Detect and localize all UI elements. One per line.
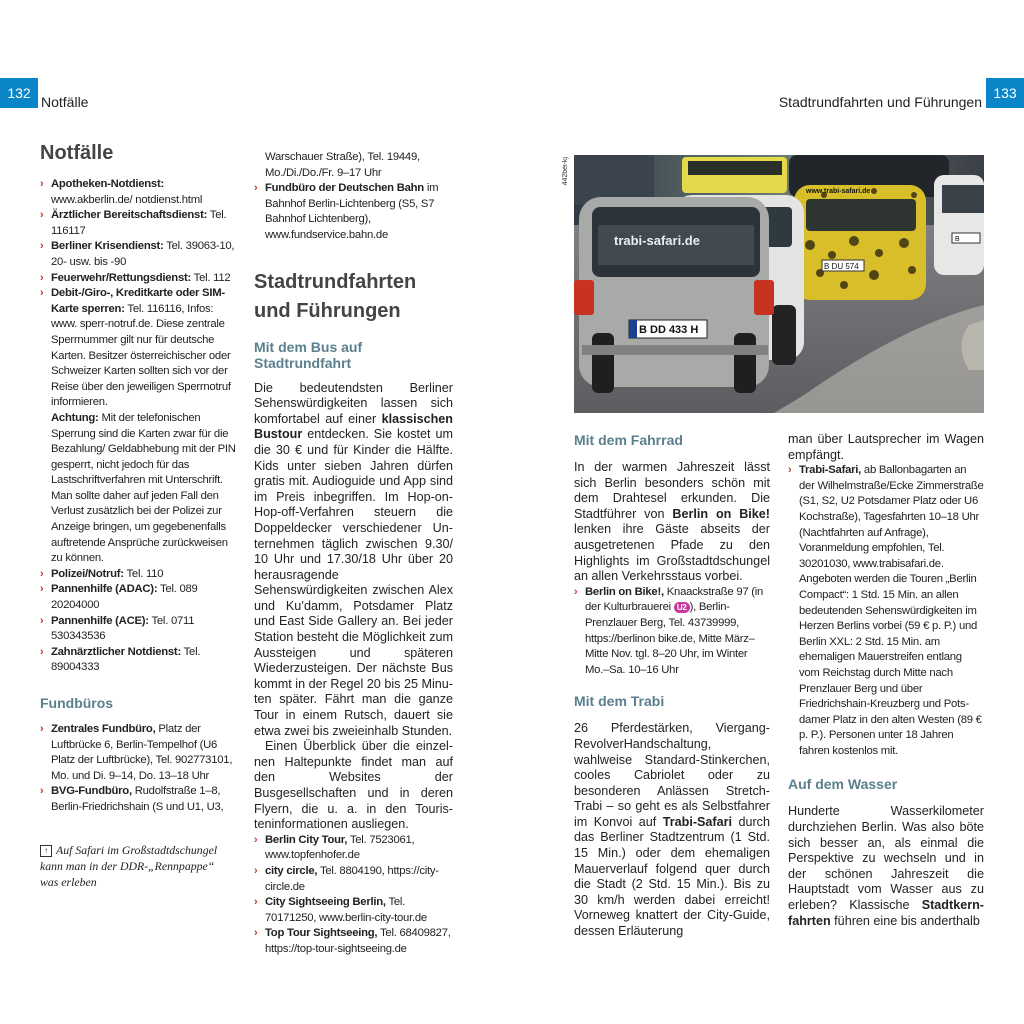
right-car-plate: B DU 574 — [824, 262, 859, 271]
bullet-arrow-icon: › — [254, 927, 258, 940]
right-page-number: 133 — [986, 78, 1024, 108]
list-item: › Debit-/Giro-, Kreditkarte oder SIM-Karte sperren: Tel. 116116, Infos: www. sperr-notruf.de. Diese zentrale Sperrnummer gilt nur für deutsche Karten. Besitzer österreichischer oder Schweizer Karten sollten sich vor der Reise über den jeweiligen Sperrnotruf informieren. — [40, 287, 231, 409]
fundbueros-list — [40, 722, 236, 816]
fahrrad-heading: Mit dem Fahrrad — [574, 432, 683, 448]
bullet-arrow-icon: › — [40, 785, 44, 798]
berlin-on-bike-item: › Berlin on Bike!, Knaackstraße 97 (in der Kulturbrauerei U2 ), Berlin-Prenzlauer Berg, Tel. 43739999, https://berlinon bike.de, Mitte März–Mitte Nov. tgl. 8–20 Uhr, im Winter Mo.–Sa. 10–16 Uhr — [574, 585, 764, 676]
list-item: › Berliner Krisendienst: Tel. 39063-10, 20- usw. bis -90 — [40, 240, 235, 268]
bullet-arrow-icon: › — [574, 585, 578, 598]
bus-heading: Mit dem Bus auf Stadtrundfahrt — [254, 338, 363, 371]
list-item: › city circle, Tel. 8804190, https://city-circle.de — [254, 864, 439, 893]
fundbueros-heading: Fundbüros — [40, 695, 114, 711]
list-item: › Pannenhilfe (ADAC): Tel. 089 20204000 — [40, 583, 198, 612]
bullet-arrow-icon: › — [254, 896, 258, 909]
right-car-sign: www.trabi-safari.de — [806, 188, 871, 195]
left-page-number: 132 — [0, 78, 38, 108]
right-running-title: Stadtrundfahrten und Führungen — [778, 94, 982, 110]
fahrrad-paragraph: In der warmen Jahreszeit lässt sich Berlin besonders schön mit dem Drahtesel erkunden. Die Stadtführer von Berlin on Bike! lenken ihre Gäste abseits der ausgetretenen Pfade zu den Highlights im Großstadtdschungel an allen Verkehrsstaus vorbei. — [574, 460, 771, 584]
list-item: › Feuerwehr/Rettungsdienst: Tel. 112 — [40, 271, 236, 287]
bullet-arrow-icon: › — [40, 645, 44, 658]
bullet-arrow-icon: › — [40, 723, 44, 735]
bullet-arrow-icon: › — [40, 209, 44, 222]
bullet-arrow-icon: › — [40, 178, 44, 190]
list-item: › Top Tour Sightseeing, Tel. 68409827, https://top-tour-sightseeing.de — [254, 927, 451, 955]
column-fahrrad-trabi — [574, 432, 770, 940]
bus-paragraph-1: Die bedeutendsten Berliner Sehenswürdigkeiten lassen sich komfortabel auf einer klassischen Bustour entdecken. Sie kostet um die 30 € und für Kinder die Hälfte. Kids unter sieben Jahren dürfen gratis mit. Audioguide und App sind im Preis inbegriffen. Im Hop-on-Hop-off-Verfahren steuern die Doppeldecker verschiedener Unternehmen täglich zwischen 9.30/ 10 Uhr und 17.30/18 Uhr über 20 herausragende Sehenswürdigkeiten zwischen Alex und Ku’damm, Potsdamer Platz und East Side Gallery an. Bei jeder Station besteht die Möglichkeit zum Aussteigen und späteren Wiederzusteigen. Der nächste Bus kommt in der Regel 20 bis 25 Minuten später. Fährt man die ganze Tour in einem Rutsch, dauert sie etwa zwei bis zweieinhalb Stunden. — [254, 380, 453, 738]
list-item: › Polizei/Notruf: Tel. 110 — [40, 567, 236, 583]
list-item: › City Sightseeing Berlin, Tel. 70171250, www.berlin-city-tour.de — [254, 896, 427, 924]
wasser-paragraph: Hunderte Wasserkilometer durchziehen Berlin. Was also böte sich besser an, als einmal die Perspektive zu wechseln und in der schönen Jahreszeit die Hauptstadt vom Wasser aus zu erleben? Klassische Stadtkernfahrten führen eine bis anderthalb — [788, 804, 984, 928]
tour-list — [254, 833, 453, 958]
column-wasser — [788, 432, 984, 929]
list-item: Achtung: Mit der telefonischen Sperrung sind die Karten zwar für die Bezahlung/ Geldabhebung mit der PIN gesperrt, nicht jedoch für das Lastschriftverfahren mit Unterschrift. Man sollte daher auf jeden Fall den Verlust zusätzlich bei der Polizei zur Anzeige bringen, um gegebenenfalls auftretende Ansprüche zurückweisen zu können. — [51, 411, 236, 565]
list-item: › Zahnärztlicher Notdienst: Tel. 89004333 — [40, 645, 201, 674]
notfaelle-list — [40, 177, 236, 676]
trabi-safari-photo — [574, 155, 984, 413]
list-item: › Pannenhilfe (ACE): Tel. 0711 530343536 — [40, 614, 195, 643]
column-notfaelle — [40, 142, 236, 816]
trabi-convoy-illustration — [574, 155, 984, 413]
bullet-arrow-icon: › — [254, 864, 258, 877]
bullet-arrow-icon: › — [40, 271, 44, 284]
notfaelle-heading: Notfälle — [40, 142, 114, 164]
wasser-heading: Auf dem Wasser — [788, 776, 898, 793]
list-item: › Ärztlicher Bereitschaftsdienst: Tel. 116117 — [40, 209, 227, 237]
fundbuero-continuation: Warschauer Straße), Tel. 19449, Mo./Di./Do./Fr. 9–17 Uhr — [265, 151, 420, 179]
list-item: › Apotheken-Notdienst: www.akberlin.de/ notdienst.html — [40, 178, 203, 206]
front-car-plate: B DD 433 H — [639, 324, 699, 336]
bullet-arrow-icon: › — [254, 182, 258, 195]
list-item: › BVG-Fundbüro, Rudolfstraße 1–8, Berlin-Friedrichshain (S und U1, U3, — [40, 785, 224, 813]
section-heading: Stadtrundfahrten und Führungen — [254, 270, 417, 322]
far-car-plate: B — [955, 236, 960, 243]
bullet-arrow-icon: › — [40, 614, 44, 627]
trabi-safari-item: › Trabi-Safari, ab Ballonbagarten an der Wilhelmstraße/Ecke Zimmerstraße (S1, S2, U2 Potsdamer Platz oder U6 Kochstraße), Tagesfahrten 10–18 Uhr (Nachtfahrten auf Anfrage), Voranmeldung empfohlen, Tel. 30201030, www.trabisafari.de. Angeboten werden die Touren „Berlin Compact“: 1 Std. 15 Min. an allen bedeutenden Sehenswürdigkeiten im Herzen Berlins vorbei (59 € p. P.) und Berlin XXL: 2 Std. 15 Min. am ehemaligen Mauerstreifen entlang vom Reichstag durch Mitte nach Prenzlauer Berg und über Friedrichshain-Kreuzberg und Potsdamer Platz in den alten Westen (89 € p. P.). Personen unter 18 Jahren fahren kostenlos mit. — [788, 464, 984, 757]
trabi-heading: Mit dem Trabi — [574, 693, 665, 710]
bullet-arrow-icon: › — [254, 833, 258, 846]
bullet-arrow-icon: › — [40, 583, 44, 596]
bullet-arrow-icon: › — [40, 287, 44, 300]
bullet-arrow-icon: › — [40, 567, 44, 580]
front-car-sign: trabi-safari.de — [614, 233, 700, 248]
photo-credit: 442bei-kj — [562, 157, 569, 186]
list-item: › Berlin City Tour, Tel. 7523061, www.topfenhofer.de — [254, 833, 415, 862]
bullet-arrow-icon: › — [788, 464, 792, 477]
caption-arrow-icon: ↑ — [40, 845, 52, 857]
trabi-paragraph: 26 Pferdestärken, Viergang-RevolverHandschaltung, wahlweise Standard-Stinkerchen, cooles Cabriolet oder zu besonderen Anlässen Stretch-Trabi – so geht es als Selbstfahrer im Konvoi auf Trabi-Safari durch das Berliner Stadtzentrum (1 Std. 15 Min.) oder dem ehemaligen Mauerverlauf folgend quer durch die Stadt (2 Std. 15 Min.). Bis zu 30 km/h werden dabei erreicht! Vorneweg knattert der City-Guide, dessen Erläuterung — [574, 721, 770, 939]
photo-caption: ↑ Auf Safari im Großstadtdschungel kann man in der DDR-„Rennpappe“ was erleben — [40, 843, 218, 889]
list-item: › Zentrales Fundbüro, Platz der Luftbrücke 6, Berlin-Tempelhof (U6 Platz der Luftbrücke), Tel. 902773101, Mo. und Di. 9–14, Do. 13–18 Uhr — [40, 723, 233, 782]
column-stadtrundfahrten — [254, 150, 453, 958]
bus-paragraph-2: Einen Überblick über die einzelnen Haltepunkte findet man auf den Websites der Busgesellschaften und in deren Flyern, die u. a. in den Touristeninformationen ausliegen. — [254, 739, 453, 832]
left-running-title: Notfälle — [41, 94, 89, 110]
bullet-arrow-icon: › — [40, 240, 44, 253]
db-fundbuero-item: › Fundbüro der Deutschen Bahn im Bahnhof Berlin-Lichtenberg (S5, S7 Bahnhof Lichtenberg), www.fundservice.bahn.de — [254, 182, 439, 241]
trabi-continuation: man über Lautsprecher im Wagen empfängt. — [788, 432, 984, 462]
u-bahn-badge: U2 — [674, 602, 690, 613]
